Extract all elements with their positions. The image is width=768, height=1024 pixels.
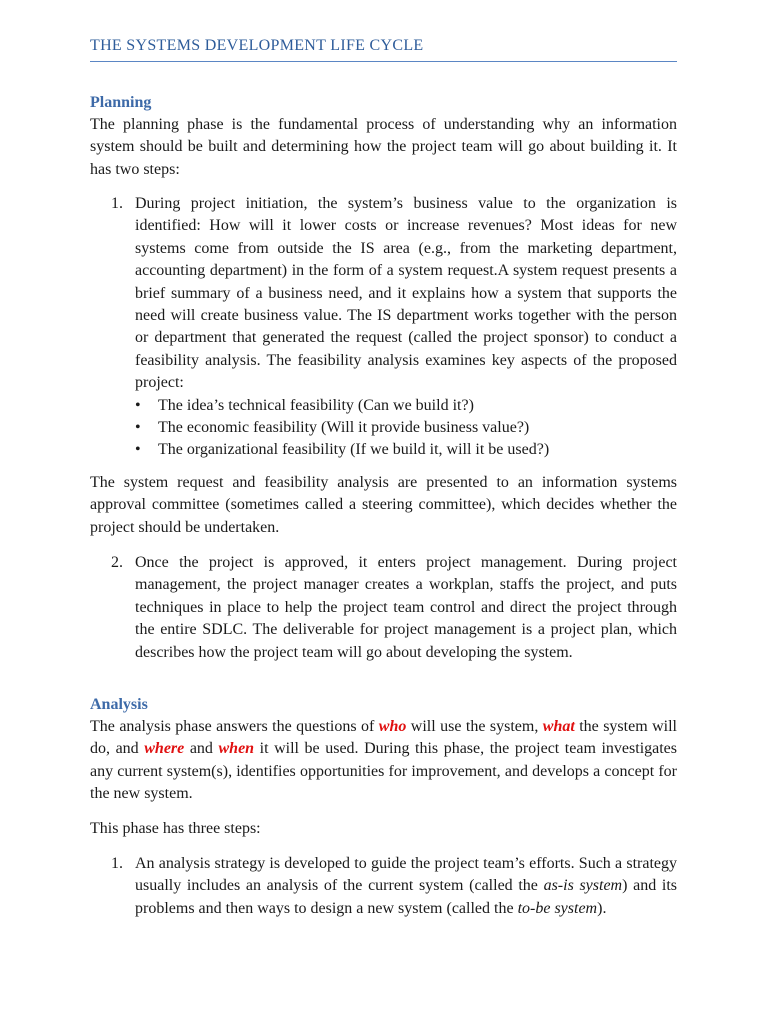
analysis-heading: Analysis: [90, 696, 148, 713]
planning-section: [90, 92, 677, 181]
list-item: [90, 552, 677, 664]
term-as-is-system: as-is system: [543, 877, 623, 895]
bullet-glyph: •: [135, 419, 141, 437]
keyword-what: what: [542, 718, 575, 735]
keyword-who: who: [378, 718, 407, 735]
text-run: ) and its problems and then ways to design a new system (called the: [135, 877, 678, 917]
analysis-intro-paragraph: [90, 716, 677, 806]
bullet-item: [135, 395, 677, 417]
bullet-item: [135, 439, 677, 461]
approval-paragraph-block: [90, 472, 677, 539]
text-run: and: [184, 740, 219, 758]
planning-intro-paragraph: The planning phase is the fundamental process of understanding why an information system should be built and determining how the project team will go about building it. It has two steps:: [90, 116, 677, 178]
planning-step-list-1: [90, 193, 677, 462]
text-run: it will be used. During this phase, the project team investigates any current system(s), identifies opportunities for improvement, and develops a concept for the new system.: [90, 740, 678, 803]
analysis-step-list: [90, 853, 677, 920]
feasibility-bullet-list: [135, 395, 677, 462]
bullet-glyph: •: [135, 396, 141, 414]
analysis-step1-text: [135, 853, 677, 920]
analysis-steps-intro-block: [90, 818, 677, 840]
list-item: [90, 853, 677, 920]
bullet-glyph: •: [135, 441, 141, 459]
text-run: will use the system,: [406, 718, 543, 735]
text-run: the system will do, and: [90, 718, 677, 758]
bullet-text: The idea’s technical feasibility (Can we build it?): [158, 396, 474, 414]
analysis-steps-intro: This phase has three steps:: [90, 820, 261, 837]
text-run: An analysis strategy is developed to guide the project team’s efforts. Such a strategy usually includes an analysis of the current system (called the: [135, 855, 677, 895]
keyword-where: where: [144, 740, 185, 758]
planning-step-list-2: [90, 552, 677, 664]
list-number: 2.: [111, 554, 123, 571]
analysis-section: [90, 694, 677, 806]
planning-step2-text: Once the project is approved, it enters project management. During project management, the project manager creates a workplan, staffs the project, and puts techniques in place to help the project team control and direct the project through the entire SDLC. The deliverable for project management is a project plan, which describes how the project team will go about developing the system.: [135, 554, 677, 661]
keyword-when: when: [218, 740, 255, 758]
approval-paragraph: The system request and feasibility analysis are presented to an information systems approval committee (sometimes called a steering committee), which decides whether the project should be undertaken.: [90, 474, 677, 536]
planning-heading: Planning: [90, 94, 152, 111]
planning-step1-text: During project initiation, the system’s business value to the organization is identified: How will it lower costs or increase revenues? Most ideas for new systems come from outside the IS area (e.g., from the marketing department, accounting department) in the form of a system request.A system request presents a brief summary of a business need, and it explains how a system that supports the need will create business value. The IS department works together with the person or department that generated the request (called the project sponsor) to conduct a feasibility analysis. The feasibility analysis examines key aspects of the proposed project:: [135, 195, 677, 392]
bullet-item: [135, 417, 677, 439]
text-run: ).: [597, 899, 607, 917]
list-number: 1.: [111, 855, 123, 872]
term-to-be-system: to-be system: [517, 899, 598, 917]
bullet-text: The organizational feasibility (If we build it, will it be used?): [158, 441, 550, 459]
list-item: [90, 193, 677, 462]
list-number: 1.: [111, 195, 123, 212]
bullet-text: The economic feasibility (Will it provide business value?): [158, 419, 530, 437]
text-run: The analysis phase answers the questions of: [90, 718, 379, 735]
document-header-title: THE SYSTEMS DEVELOPMENT LIFE CYCLE: [90, 36, 677, 62]
